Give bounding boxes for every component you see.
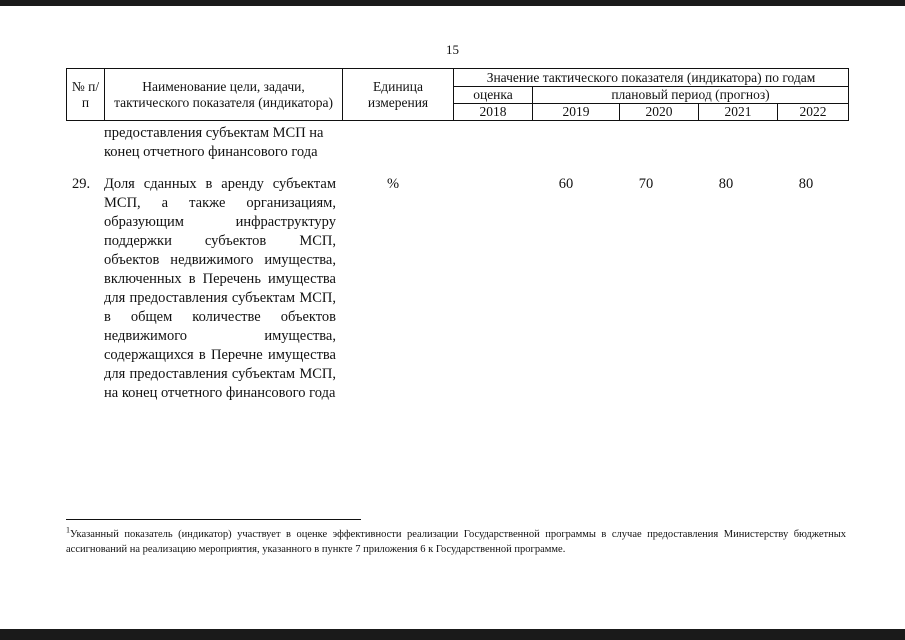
indicator-name: Доля сданных в аренду субъектам МСП, а также организациям, образующим инфраструктуру поддержки субъектов МСП, объектов недвижимого имущества, включенных в Перечень имущества для предоставления субъектам МСП, в общем количестве объектов недвижимого имущества, содержащихся в Перечне имущества для предоставления субъектам МСП, на конец отчетного финансового года (104, 176, 336, 401)
header-number: № п/п (67, 69, 105, 121)
header-year-2020: 2020 (620, 104, 699, 121)
footnote (66, 527, 846, 557)
value-2022: 80 (798, 176, 814, 192)
header-year-2022: 2022 (778, 104, 849, 121)
value-2021: 80 (718, 176, 734, 192)
footnote-text: Указанный показатель (индикатор) участвует в оценке эффективности реализации Государственной программы в случае предоставления Министерству бюджетных ассигнований на реализацию мероприятия, указанного в пункте 7 приложения 6 к Государственной программе. (66, 529, 846, 555)
header-year-2021: 2021 (699, 104, 778, 121)
header-planned: плановый период (прогноз) (533, 87, 849, 104)
unit-value: % (386, 176, 400, 192)
footnote-marker: 1 (66, 525, 70, 535)
continuation-text: предоставления субъектам МСП на конец отчетного финансового года (104, 125, 324, 160)
indicator-table-header (66, 68, 849, 121)
scan-border-top (0, 0, 905, 6)
value-2020: 70 (638, 176, 654, 192)
header-estimate: оценка (454, 87, 533, 104)
header-name: Наименование цели, задачи, тактического показателя (индикатора) (105, 69, 343, 121)
footnote-separator (66, 519, 361, 520)
header-values: Значение тактического показателя (индикатора) по годам (454, 69, 849, 87)
header-unit: Единица измерения (343, 69, 454, 121)
header-year-2018: 2018 (454, 104, 533, 121)
page-number: 15 (446, 42, 459, 57)
value-2019: 60 (558, 176, 574, 192)
header-year-2019: 2019 (533, 104, 620, 121)
scan-border-bottom (0, 629, 905, 640)
row-number: 29. (72, 176, 91, 192)
